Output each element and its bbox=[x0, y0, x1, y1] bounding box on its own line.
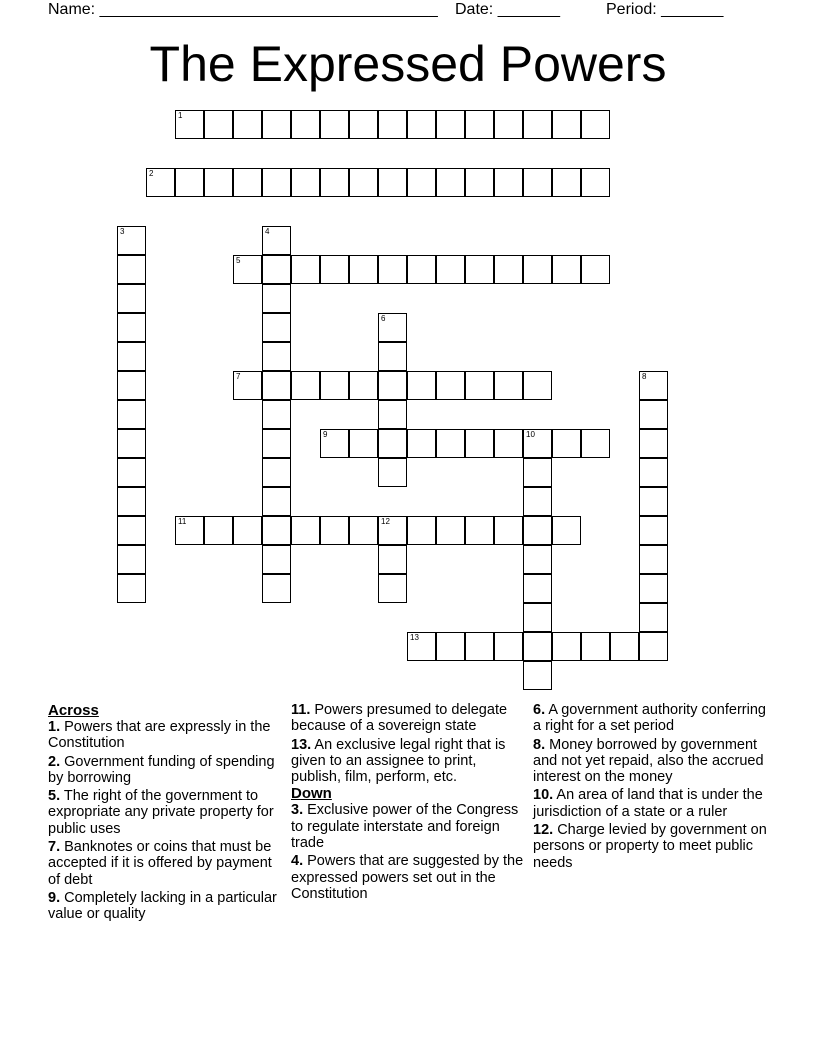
crossword-cell[interactable] bbox=[552, 110, 581, 139]
crossword-cell[interactable] bbox=[581, 168, 610, 197]
cell-number: 7 bbox=[236, 371, 241, 381]
crossword-cell[interactable] bbox=[378, 545, 407, 574]
clue-number: 10. bbox=[533, 787, 554, 804]
date-field-label[interactable]: Date: _______ bbox=[455, 1, 560, 18]
cell-number: 10 bbox=[526, 429, 535, 439]
crossword-cell[interactable] bbox=[407, 429, 436, 458]
crossword-cell[interactable] bbox=[552, 255, 581, 284]
clue-down-12 bbox=[533, 822, 769, 871]
clue-text: Powers that are suggested by the expressed powers set out in the Constitution bbox=[291, 853, 524, 902]
crossword-cell[interactable] bbox=[291, 255, 320, 284]
crossword-cell[interactable] bbox=[407, 371, 436, 400]
crossword-cell[interactable] bbox=[233, 168, 262, 197]
crossword-cell[interactable] bbox=[262, 313, 291, 342]
crossword-cell[interactable] bbox=[117, 516, 146, 545]
crossword-cell[interactable] bbox=[639, 632, 668, 661]
crossword-cell[interactable] bbox=[117, 313, 146, 342]
crossword-cell[interactable] bbox=[581, 632, 610, 661]
crossword-cell[interactable] bbox=[262, 574, 291, 603]
crossword-cell[interactable] bbox=[262, 284, 291, 313]
crossword-cell[interactable] bbox=[262, 168, 291, 197]
crossword-cell[interactable] bbox=[639, 458, 668, 487]
crossword-cell[interactable] bbox=[436, 516, 465, 545]
clue-number: 12. bbox=[533, 822, 554, 839]
crossword-cell[interactable] bbox=[494, 516, 523, 545]
name-field-label[interactable]: Name: ______________________________________ bbox=[48, 1, 438, 18]
crossword-cell[interactable] bbox=[378, 516, 407, 545]
clue-across-7 bbox=[48, 839, 284, 888]
crossword-cell[interactable] bbox=[436, 632, 465, 661]
clue-text: Money borrowed by government and not yet repaid, also the accrued interest on the money bbox=[533, 736, 764, 786]
crossword-cell[interactable] bbox=[523, 574, 552, 603]
crossword-cell[interactable] bbox=[117, 284, 146, 313]
crossword-cell[interactable] bbox=[204, 168, 233, 197]
clue-text: Banknotes or coins that must be accepted if it is offered by payment of debt bbox=[48, 839, 272, 888]
crossword-cell[interactable] bbox=[407, 632, 436, 661]
crossword-cell[interactable] bbox=[465, 632, 494, 661]
clue-number: 13. bbox=[291, 736, 312, 753]
clue-across-1 bbox=[48, 719, 284, 752]
crossword-cell[interactable] bbox=[552, 429, 581, 458]
crossword-cell[interactable] bbox=[378, 255, 407, 284]
cell-number: 9 bbox=[323, 429, 328, 439]
cell-number: 11 bbox=[178, 516, 187, 526]
crossword-cell[interactable] bbox=[378, 313, 407, 342]
cell-number: 13 bbox=[410, 632, 419, 642]
crossword-cell[interactable] bbox=[291, 371, 320, 400]
clue-number: 11. bbox=[291, 702, 311, 718]
crossword-cell[interactable] bbox=[639, 371, 668, 400]
crossword-cell[interactable] bbox=[552, 168, 581, 197]
crossword-cell[interactable] bbox=[436, 429, 465, 458]
crossword-cell[interactable] bbox=[117, 342, 146, 371]
clue-text: The right of the government to expropriate any private property for public uses bbox=[48, 788, 274, 837]
crossword-cell[interactable] bbox=[262, 342, 291, 371]
crossword-cell[interactable] bbox=[233, 255, 262, 284]
crossword-cell[interactable] bbox=[378, 168, 407, 197]
clues-column-1 bbox=[48, 702, 284, 925]
crossword-cell[interactable] bbox=[378, 371, 407, 400]
crossword-cell[interactable] bbox=[378, 110, 407, 139]
clue-down-8 bbox=[533, 737, 769, 786]
clue-across-9 bbox=[48, 890, 284, 923]
crossword-cell[interactable] bbox=[523, 661, 552, 690]
crossword-cell[interactable] bbox=[117, 255, 146, 284]
crossword-cell[interactable] bbox=[117, 429, 146, 458]
clue-across-2 bbox=[48, 754, 284, 787]
clue-text: An area of land that is under the jurisdiction of a state or a ruler bbox=[533, 787, 763, 820]
crossword-cell[interactable] bbox=[523, 632, 552, 661]
crossword-cell[interactable] bbox=[494, 255, 523, 284]
crossword-cell[interactable] bbox=[291, 168, 320, 197]
cell-number: 12 bbox=[381, 516, 390, 526]
crossword-cell[interactable] bbox=[117, 574, 146, 603]
clue-text: Powers presumed to delegate because of a sovereign state bbox=[291, 702, 508, 735]
crossword-cell[interactable] bbox=[320, 516, 349, 545]
crossword-cell[interactable] bbox=[233, 371, 262, 400]
cell-number: 6 bbox=[381, 313, 386, 323]
clue-number: 5. bbox=[48, 788, 61, 805]
crossword-cell[interactable] bbox=[436, 255, 465, 284]
crossword-cell[interactable] bbox=[523, 603, 552, 632]
crossword-cell[interactable] bbox=[523, 371, 552, 400]
crossword-cell[interactable] bbox=[465, 168, 494, 197]
crossword-cell[interactable] bbox=[581, 110, 610, 139]
clues-column-3 bbox=[533, 702, 769, 873]
clue-down-4 bbox=[291, 853, 527, 902]
clue-across-5 bbox=[48, 788, 284, 837]
crossword-cell[interactable] bbox=[378, 400, 407, 429]
clue-number: 4. bbox=[291, 853, 304, 870]
crossword-cell[interactable] bbox=[204, 110, 233, 139]
crossword-cell[interactable] bbox=[552, 632, 581, 661]
cell-number: 8 bbox=[642, 371, 647, 381]
clue-across-13 bbox=[291, 737, 527, 786]
crossword-cell[interactable] bbox=[146, 168, 175, 197]
crossword-cell[interactable] bbox=[117, 487, 146, 516]
crossword-cell[interactable] bbox=[349, 255, 378, 284]
crossword-cell[interactable] bbox=[262, 516, 291, 545]
crossword-cell[interactable] bbox=[639, 429, 668, 458]
crossword-cell[interactable] bbox=[639, 545, 668, 574]
clue-text: Exclusive power of the Congress to regulate interstate and foreign trade bbox=[291, 802, 519, 852]
clue-number: 7. bbox=[48, 839, 61, 856]
crossword-cell[interactable] bbox=[523, 458, 552, 487]
crossword-cell[interactable] bbox=[407, 168, 436, 197]
crossword-cell[interactable] bbox=[349, 516, 378, 545]
cell-number: 5 bbox=[236, 255, 241, 265]
crossword-cell[interactable] bbox=[523, 545, 552, 574]
clue-text: Completely lacking in a particular value or quality bbox=[48, 889, 277, 923]
crossword-cell[interactable] bbox=[494, 110, 523, 139]
crossword-cell[interactable] bbox=[494, 168, 523, 197]
crossword-cell[interactable] bbox=[378, 458, 407, 487]
crossword-cell[interactable] bbox=[117, 458, 146, 487]
crossword-cell[interactable] bbox=[465, 371, 494, 400]
crossword-cell[interactable] bbox=[262, 110, 291, 139]
clue-text: A government authority conferring a right for a set period bbox=[533, 702, 766, 735]
crossword-cell[interactable] bbox=[494, 632, 523, 661]
crossword-cell[interactable] bbox=[378, 574, 407, 603]
crossword-cell[interactable] bbox=[349, 429, 378, 458]
crossword-cell[interactable] bbox=[175, 110, 204, 139]
period-field-label[interactable]: Period: _______ bbox=[606, 1, 724, 18]
crossword-cell[interactable] bbox=[233, 516, 262, 545]
crossword-cell[interactable] bbox=[262, 371, 291, 400]
crossword-cell[interactable] bbox=[465, 255, 494, 284]
crossword-cell[interactable] bbox=[494, 371, 523, 400]
cell-number: 1 bbox=[178, 110, 183, 120]
clue-number: 2. bbox=[48, 753, 61, 770]
crossword-cell[interactable] bbox=[117, 400, 146, 429]
crossword-cell[interactable] bbox=[523, 516, 552, 545]
clue-number: 9. bbox=[48, 889, 61, 906]
crossword-cell[interactable] bbox=[581, 429, 610, 458]
clue-text: Charge levied by government on persons or property to meet public needs bbox=[533, 822, 767, 871]
clue-across-11 bbox=[291, 702, 527, 735]
crossword-cell[interactable] bbox=[378, 429, 407, 458]
crossword-cell[interactable] bbox=[639, 603, 668, 632]
crossword-cell[interactable] bbox=[523, 168, 552, 197]
crossword-cell[interactable] bbox=[291, 110, 320, 139]
across-heading: Across bbox=[48, 702, 99, 719]
crossword-cell[interactable] bbox=[407, 516, 436, 545]
cell-number: 2 bbox=[149, 168, 154, 178]
crossword-cell[interactable] bbox=[610, 632, 639, 661]
crossword-cell[interactable] bbox=[436, 371, 465, 400]
down-heading: Down bbox=[291, 785, 332, 803]
crossword-cell[interactable] bbox=[465, 516, 494, 545]
crossword-cell[interactable] bbox=[175, 516, 204, 545]
crossword-cell[interactable] bbox=[262, 429, 291, 458]
crossword-cell[interactable] bbox=[262, 400, 291, 429]
crossword-cell[interactable] bbox=[523, 255, 552, 284]
crossword-cell[interactable] bbox=[407, 255, 436, 284]
crossword-cell[interactable] bbox=[262, 255, 291, 284]
crossword-cell[interactable] bbox=[523, 110, 552, 139]
crossword-cell[interactable] bbox=[581, 255, 610, 284]
crossword-cell[interactable] bbox=[349, 168, 378, 197]
crossword-cell[interactable] bbox=[291, 516, 320, 545]
clue-number: 6. bbox=[533, 702, 546, 718]
crossword-cell[interactable] bbox=[639, 516, 668, 545]
crossword-cell[interactable] bbox=[117, 226, 146, 255]
clue-number: 8. bbox=[533, 736, 546, 753]
crossword-cell[interactable] bbox=[262, 458, 291, 487]
crossword-cell[interactable] bbox=[349, 371, 378, 400]
cell-number: 3 bbox=[120, 226, 125, 236]
crossword-cell[interactable] bbox=[639, 487, 668, 516]
clue-number: 3. bbox=[291, 802, 304, 819]
clue-down-10 bbox=[533, 787, 769, 820]
crossword-cell[interactable] bbox=[349, 110, 378, 139]
crossword-cell[interactable] bbox=[523, 429, 552, 458]
crossword-cell[interactable] bbox=[465, 110, 494, 139]
crossword-cell[interactable] bbox=[204, 516, 233, 545]
clue-down-3 bbox=[291, 802, 527, 851]
crossword-cell[interactable] bbox=[117, 371, 146, 400]
clue-down-6 bbox=[533, 702, 769, 735]
crossword-cell[interactable] bbox=[262, 226, 291, 255]
crossword-cell[interactable] bbox=[320, 168, 349, 197]
crossword-cell[interactable] bbox=[494, 429, 523, 458]
crossword-cell[interactable] bbox=[407, 110, 436, 139]
clue-number: 1. bbox=[48, 719, 61, 735]
crossword-cell[interactable] bbox=[378, 342, 407, 371]
crossword-cell[interactable] bbox=[262, 545, 291, 574]
clue-text: Powers that are expressly in the Constitution bbox=[48, 719, 271, 752]
crossword-cell[interactable] bbox=[552, 516, 581, 545]
cell-number: 4 bbox=[265, 226, 270, 236]
crossword-cell[interactable] bbox=[117, 545, 146, 574]
crossword-cell[interactable] bbox=[320, 255, 349, 284]
crossword-cell[interactable] bbox=[465, 429, 494, 458]
crossword-cell[interactable] bbox=[436, 168, 465, 197]
crossword-cell[interactable] bbox=[320, 429, 349, 458]
clues-column-2 bbox=[291, 702, 527, 904]
crossword-cell[interactable] bbox=[233, 110, 262, 139]
crossword-cell[interactable] bbox=[523, 487, 552, 516]
crossword-cell[interactable] bbox=[639, 574, 668, 603]
crossword-cell[interactable] bbox=[175, 168, 204, 197]
crossword-cell[interactable] bbox=[639, 400, 668, 429]
crossword-cell[interactable] bbox=[320, 110, 349, 139]
clue-text: An exclusive legal right that is given to an assignee to print, publish, film, perform, etc. bbox=[291, 736, 506, 786]
crossword-cell[interactable] bbox=[262, 487, 291, 516]
crossword-cell[interactable] bbox=[436, 110, 465, 139]
page-title: The Expressed Powers bbox=[149, 36, 667, 92]
clue-text: Government funding of spending by borrowing bbox=[48, 753, 275, 786]
crossword-cell[interactable] bbox=[320, 371, 349, 400]
